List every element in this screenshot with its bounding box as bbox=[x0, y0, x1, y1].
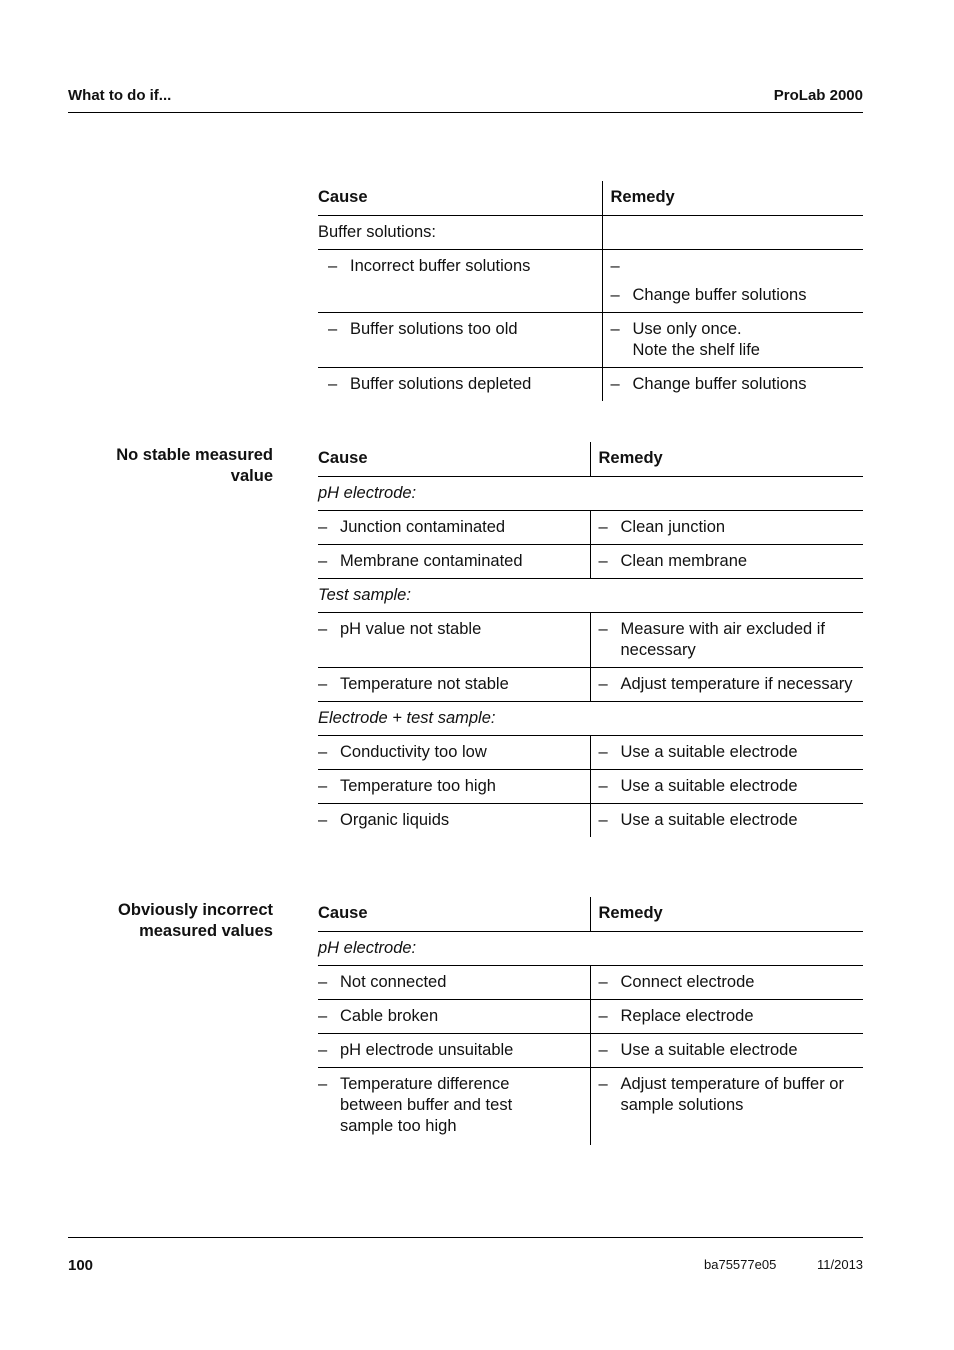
cause-text: Conductivity too low bbox=[340, 743, 487, 761]
remedy-text: Change buffer solutions bbox=[632, 286, 807, 304]
group-title: pH electrode: bbox=[318, 932, 863, 966]
group-row bbox=[318, 477, 863, 511]
table-header-row bbox=[318, 442, 863, 477]
cause-header: Cause bbox=[318, 904, 368, 922]
table-row bbox=[318, 770, 863, 804]
dash: – bbox=[598, 552, 608, 570]
remedy-text: Adjust temperature of buffer or sample solutions bbox=[620, 1075, 844, 1114]
table-row bbox=[318, 736, 863, 770]
cause-text: Buffer solutions depleted bbox=[350, 375, 532, 393]
dash: – bbox=[328, 375, 338, 393]
table-header-row bbox=[318, 181, 863, 216]
group-title: pH electrode: bbox=[318, 477, 863, 511]
cause-text: Incorrect buffer solutions bbox=[350, 257, 531, 275]
dash: – bbox=[610, 257, 620, 275]
cause-text: Temperature difference between buffer and test sample too high bbox=[340, 1075, 513, 1135]
table-row bbox=[318, 250, 863, 313]
footer-rule bbox=[68, 1237, 863, 1238]
cause-text: pH value not stable bbox=[340, 620, 482, 638]
section-label-line: measured values bbox=[139, 922, 273, 940]
section-label-incorrect-values bbox=[68, 900, 273, 942]
section-label-line: Obviously incorrect bbox=[118, 901, 273, 919]
group-row bbox=[318, 216, 863, 250]
dash: – bbox=[318, 743, 328, 761]
group-title: Buffer solutions: bbox=[318, 216, 602, 250]
dash: – bbox=[318, 811, 328, 829]
page-number: 100 bbox=[68, 1257, 94, 1274]
dash: – bbox=[598, 518, 608, 536]
dash: – bbox=[318, 777, 328, 795]
dash: – bbox=[318, 518, 328, 536]
table-row bbox=[318, 966, 863, 1000]
table-row bbox=[318, 1034, 863, 1068]
remedy-text: Use a suitable electrode bbox=[620, 811, 798, 829]
cause-header: Cause bbox=[318, 449, 368, 467]
header-rule bbox=[68, 112, 863, 113]
remedy-header: Remedy bbox=[602, 181, 863, 216]
table-row bbox=[318, 1068, 863, 1146]
remedy-text: Change buffer solutions bbox=[632, 375, 807, 393]
table-row bbox=[318, 804, 863, 838]
dash: – bbox=[318, 1075, 328, 1093]
dash: – bbox=[598, 675, 608, 693]
remedy-text: Replace electrode bbox=[620, 1007, 754, 1025]
dash: – bbox=[318, 620, 328, 638]
table-row bbox=[318, 313, 863, 368]
cause-text: pH electrode unsuitable bbox=[340, 1041, 514, 1059]
group-row bbox=[318, 932, 863, 966]
group-row bbox=[318, 579, 863, 613]
cause-header: Cause bbox=[318, 188, 368, 206]
cause-text: Not connected bbox=[340, 973, 447, 991]
dash: – bbox=[598, 1007, 608, 1025]
cause-text: Temperature too high bbox=[340, 777, 496, 795]
section-label-line: No stable measured bbox=[116, 446, 273, 464]
buffer-cause-remedy-table bbox=[318, 181, 863, 401]
remedy-header: Remedy bbox=[590, 897, 863, 932]
section-label-no-stable-value bbox=[68, 445, 273, 487]
remedy-text: Connect electrode bbox=[620, 973, 755, 991]
dash: – bbox=[328, 320, 338, 338]
dash: – bbox=[598, 811, 608, 829]
dash: – bbox=[598, 973, 608, 991]
cause-text: Membrane contaminated bbox=[340, 552, 523, 570]
dash: – bbox=[318, 973, 328, 991]
dash: – bbox=[328, 257, 338, 275]
dash: – bbox=[318, 1007, 328, 1025]
table-row bbox=[318, 613, 863, 668]
remedy-text: Use a suitable electrode bbox=[620, 777, 798, 795]
dash: – bbox=[610, 286, 620, 304]
running-header-product: ProLab 2000 bbox=[773, 87, 863, 104]
remedy-text: Clean junction bbox=[620, 518, 726, 536]
table-row bbox=[318, 511, 863, 545]
table-row bbox=[318, 668, 863, 702]
table-row bbox=[318, 368, 863, 402]
group-title: Electrode + test sample: bbox=[318, 702, 863, 736]
table-row bbox=[318, 1000, 863, 1034]
cause-text: Cable broken bbox=[340, 1007, 439, 1025]
remedy-text: Use a suitable electrode bbox=[620, 743, 798, 761]
group-row bbox=[318, 702, 863, 736]
dash: – bbox=[598, 777, 608, 795]
no-stable-value-table bbox=[318, 442, 863, 837]
dash: – bbox=[598, 620, 608, 638]
table-header-row bbox=[318, 897, 863, 932]
document-id: ba75577e05 bbox=[704, 1257, 777, 1272]
incorrect-values-table bbox=[318, 897, 863, 1145]
running-header-section: What to do if... bbox=[68, 87, 172, 104]
dash: – bbox=[610, 375, 620, 393]
document-date: 11/2013 bbox=[817, 1257, 864, 1272]
dash: – bbox=[598, 743, 608, 761]
remedy-text: Measure with air excluded if necessary bbox=[620, 620, 826, 659]
cause-text: Organic liquids bbox=[340, 811, 450, 829]
table-row bbox=[318, 545, 863, 579]
cause-text: Temperature not stable bbox=[340, 675, 509, 693]
remedy-text: Note the shelf life bbox=[632, 341, 760, 359]
remedy-text: Clean membrane bbox=[620, 552, 748, 570]
cause-text: Junction contaminated bbox=[340, 518, 506, 536]
section-label-line: value bbox=[230, 467, 273, 485]
dash: – bbox=[598, 1041, 608, 1059]
remedy-text: Use only once. bbox=[632, 320, 742, 338]
group-title: Test sample: bbox=[318, 579, 863, 613]
dash: – bbox=[318, 1041, 328, 1059]
remedy-text: Use a suitable electrode bbox=[620, 1041, 798, 1059]
dash: – bbox=[610, 320, 620, 338]
cause-text: Buffer solutions too old bbox=[350, 320, 518, 338]
dash: – bbox=[318, 675, 328, 693]
remedy-header: Remedy bbox=[590, 442, 863, 477]
remedy-text: Adjust temperature if necessary bbox=[620, 675, 853, 693]
dash: – bbox=[598, 1075, 608, 1093]
dash: – bbox=[318, 552, 328, 570]
